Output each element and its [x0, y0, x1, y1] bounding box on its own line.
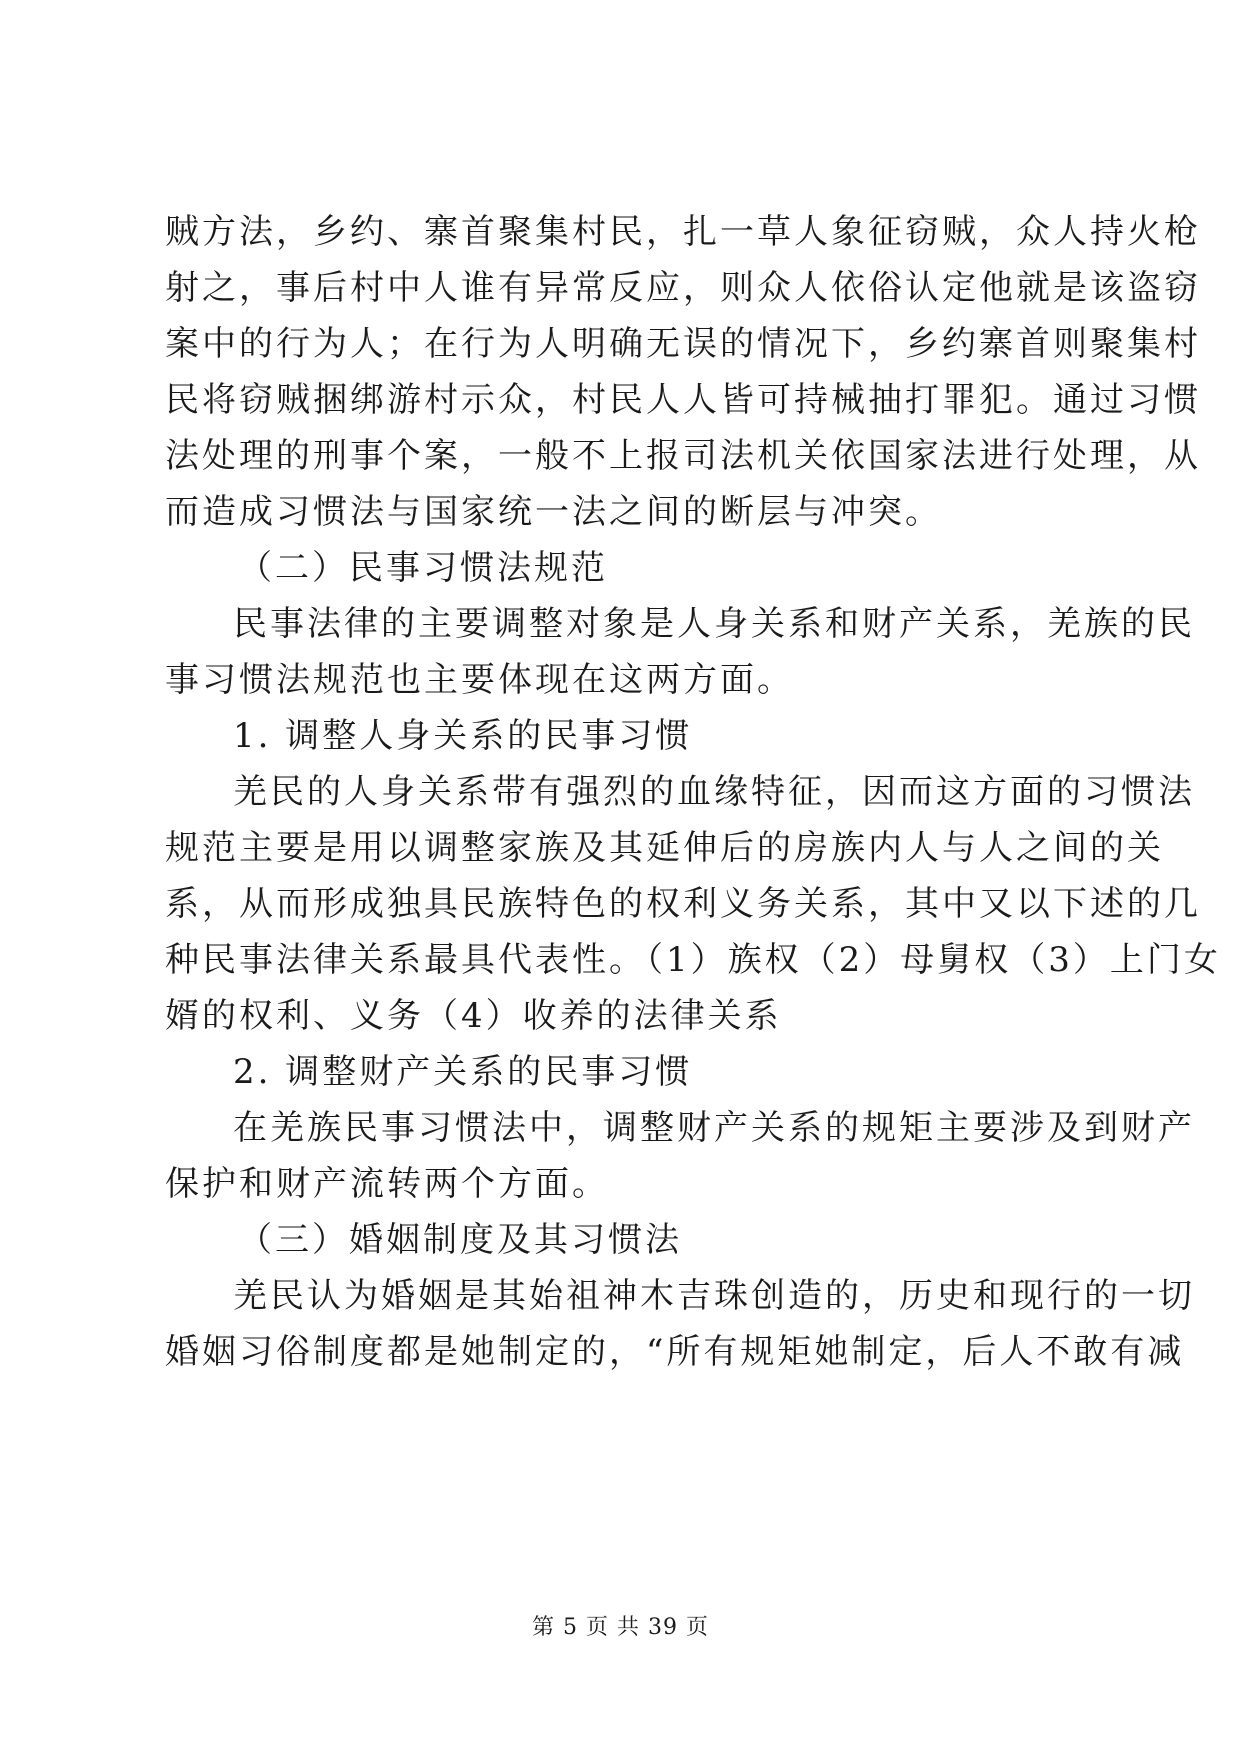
body-line: 民将窃贼捆绑游村示众，村民人人皆可持械抽打罪犯。通过习惯: [165, 380, 1201, 420]
body-line: 民事法律的主要调整对象是人身关系和财产关系，羌族的民: [233, 604, 1195, 644]
body-line: 在羌族民事习惯法中，调整财产关系的规矩主要涉及到财产: [233, 1108, 1195, 1148]
body-line: 规范主要是用以调整家族及其延伸后的房族内人与人之间的关: [165, 828, 1164, 868]
body-line: 婿的权利、义务（4）收养的法律关系: [165, 996, 782, 1036]
body-line: 射之，事后村中人谁有异常反应，则众人依俗认定他就是该盗窃: [165, 268, 1201, 308]
section-heading: （三）婚姻制度及其习惯法: [238, 1220, 682, 1260]
body-line: 婚姻习俗制度都是她制定的，“所有规矩她制定，后人不敢有减: [165, 1332, 1185, 1372]
body-line: 羌民的人身关系带有强烈的血缘特征，因而这方面的习惯法: [233, 772, 1195, 812]
body-line: 法处理的刑事个案，一般不上报司法机关依国家法进行处理，从: [165, 436, 1201, 476]
body-line: 系，从而形成独具民族特色的权利义务关系，其中又以下述的几: [165, 884, 1201, 924]
subsection-heading: 2. 调整财产关系的民事习惯: [233, 1052, 693, 1092]
body-line: 种民事法律关系最具代表性。（1）族权（2）母舅权（3）上门女: [165, 940, 1221, 980]
page-footer: 第 5 页 共 39 页: [532, 1615, 709, 1640]
body-line: 贼方法，乡约、寨首聚集村民，扎一草人象征窃贼，众人持火枪: [165, 212, 1201, 252]
body-line: 而造成习惯法与国家统一法之间的断层与冲突。: [165, 492, 942, 532]
body-line: 案中的行为人；在行为人明确无误的情况下，乡约寨首则聚集村: [165, 324, 1201, 364]
body-line: 羌民认为婚姻是其始祖神木吉珠创造的，历史和现行的一切: [233, 1276, 1195, 1316]
section-heading: （二）民事习惯法规范: [238, 548, 608, 588]
subsection-heading: 1. 调整人身关系的民事习惯: [233, 716, 693, 756]
body-line: 保护和财产流转两个方面。: [165, 1164, 609, 1204]
body-line: 事习惯法规范也主要体现在这两方面。: [165, 660, 794, 700]
